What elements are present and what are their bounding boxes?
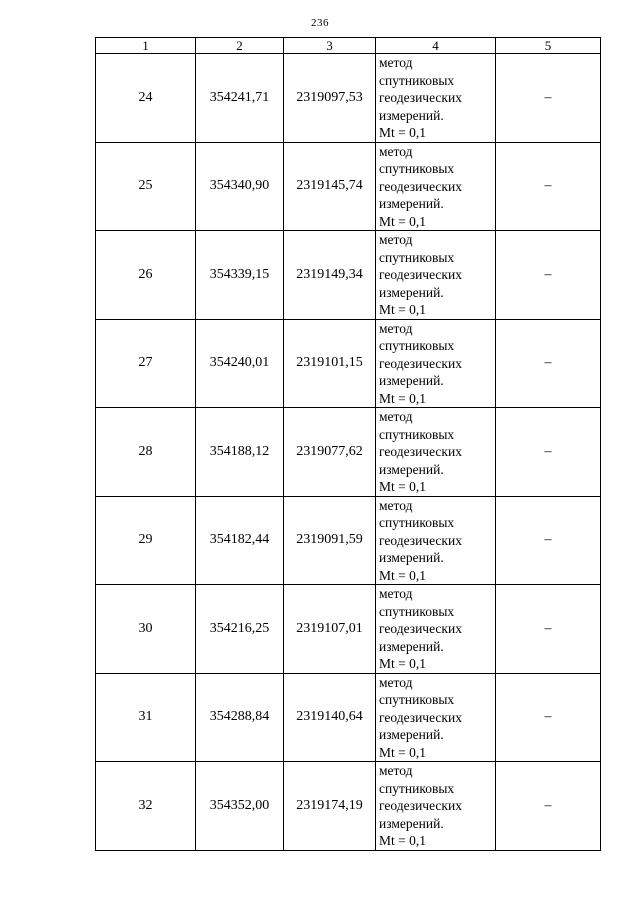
method-line: геодезических [379, 709, 462, 725]
method-line: метод [379, 674, 413, 690]
note-cell: – [496, 673, 601, 762]
note-cell: – [496, 319, 601, 408]
method-line: Mt = 0,1 [379, 744, 426, 760]
y-coordinate-cell: 2319077,62 [284, 408, 376, 497]
method-line: Mt = 0,1 [379, 302, 426, 317]
x-coordinate-cell: 354216,25 [196, 585, 284, 674]
method-cell [376, 54, 496, 143]
method-line: Mt = 0,1 [379, 567, 426, 583]
method-line: спутниковых [379, 426, 455, 442]
method-line: геодезических [379, 178, 462, 194]
table-row [96, 319, 601, 408]
method-line: Mt = 0,1 [379, 125, 426, 140]
note-cell: – [496, 496, 601, 585]
method-line: спутниковых [379, 515, 455, 530]
page-number: 236 [311, 17, 329, 29]
point-number-cell: 25 [96, 142, 196, 231]
y-coordinate-cell: 2319149,34 [284, 231, 376, 320]
method-line: измерений. [379, 638, 444, 654]
point-number-cell: 30 [96, 585, 196, 674]
method-line: метод [379, 497, 413, 513]
method-cell [376, 762, 496, 851]
method-line: измерений. [379, 461, 444, 477]
table-row [96, 762, 601, 851]
table-row [96, 585, 601, 674]
x-coordinate-cell: 354182,44 [196, 496, 284, 585]
table-body [96, 54, 601, 851]
column-header-2: 2 [196, 38, 284, 54]
method-line: геодезических [379, 355, 462, 371]
method-line: измерений. [379, 815, 444, 831]
method-line: спутниковых [379, 72, 455, 88]
method-cell [376, 673, 496, 762]
method-line: метод [379, 586, 413, 601]
y-coordinate-cell: 2319097,53 [284, 54, 376, 143]
y-coordinate-cell: 2319140,64 [284, 673, 376, 762]
note-cell: – [496, 585, 601, 674]
method-line: измерений. [379, 196, 444, 211]
method-line: геодезических [379, 798, 462, 813]
column-header-4: 4 [376, 38, 496, 54]
table-row [96, 231, 601, 320]
y-coordinate-cell: 2319101,15 [284, 319, 376, 408]
table-row [96, 496, 601, 585]
method-line: спутниковых [379, 780, 455, 796]
note-cell: – [496, 408, 601, 497]
method-line: метод [379, 409, 413, 424]
method-line: спутниковых [379, 249, 455, 265]
method-line: спутниковых [379, 161, 455, 176]
point-number-cell: 26 [96, 231, 196, 320]
table-row [96, 673, 601, 762]
x-coordinate-cell: 354188,12 [196, 408, 284, 497]
note-cell: – [496, 762, 601, 851]
note-cell: – [496, 142, 601, 231]
method-line: Mt = 0,1 [379, 390, 426, 406]
method-cell [376, 496, 496, 585]
x-coordinate-cell: 354340,90 [196, 142, 284, 231]
point-number-cell: 27 [96, 319, 196, 408]
note-cell: – [496, 54, 601, 143]
point-number-cell: 28 [96, 408, 196, 497]
x-coordinate-cell: 354352,00 [196, 762, 284, 851]
point-number-cell: 29 [96, 496, 196, 585]
method-cell [376, 408, 496, 497]
method-line: метод [379, 763, 413, 778]
method-line: измерений. [379, 107, 444, 123]
method-cell [376, 142, 496, 231]
column-header-1: 1 [96, 38, 196, 54]
method-line: измерений. [379, 284, 444, 300]
method-line: спутниковых [379, 692, 455, 707]
method-line: геодезических [379, 621, 462, 636]
point-number-cell: 24 [96, 54, 196, 143]
table-row [96, 142, 601, 231]
method-line: метод [379, 232, 413, 247]
method-line: измерений. [379, 550, 444, 565]
method-line: геодезических [379, 532, 462, 548]
column-header-3: 3 [284, 38, 376, 54]
y-coordinate-cell: 2319107,01 [284, 585, 376, 674]
method-line: метод [379, 55, 413, 70]
method-line: измерений. [379, 373, 444, 388]
x-coordinate-cell: 354240,01 [196, 319, 284, 408]
coordinates-table [95, 37, 601, 851]
method-cell [376, 231, 496, 320]
method-line: метод [379, 143, 413, 159]
method-line: Mt = 0,1 [379, 833, 426, 848]
table-header-row [96, 38, 601, 54]
x-coordinate-cell: 354241,71 [196, 54, 284, 143]
method-line: Mt = 0,1 [379, 213, 426, 229]
method-cell [376, 319, 496, 408]
x-coordinate-cell: 354288,84 [196, 673, 284, 762]
method-line: измерений. [379, 727, 444, 742]
method-line: метод [379, 320, 413, 336]
y-coordinate-cell: 2319145,74 [284, 142, 376, 231]
x-coordinate-cell: 354339,15 [196, 231, 284, 320]
table-row [96, 408, 601, 497]
method-cell [376, 585, 496, 674]
point-number-cell: 32 [96, 762, 196, 851]
method-line: геодезических [379, 444, 462, 459]
method-line: спутниковых [379, 603, 455, 619]
note-cell: – [496, 231, 601, 320]
method-line: геодезических [379, 267, 462, 282]
table-row [96, 54, 601, 143]
method-line: Mt = 0,1 [379, 656, 426, 671]
method-line: геодезических [379, 90, 462, 105]
point-number-cell: 31 [96, 673, 196, 762]
y-coordinate-cell: 2319091,59 [284, 496, 376, 585]
column-header-5: 5 [496, 38, 601, 54]
method-line: Mt = 0,1 [379, 479, 426, 494]
method-line: спутниковых [379, 338, 455, 353]
y-coordinate-cell: 2319174,19 [284, 762, 376, 851]
